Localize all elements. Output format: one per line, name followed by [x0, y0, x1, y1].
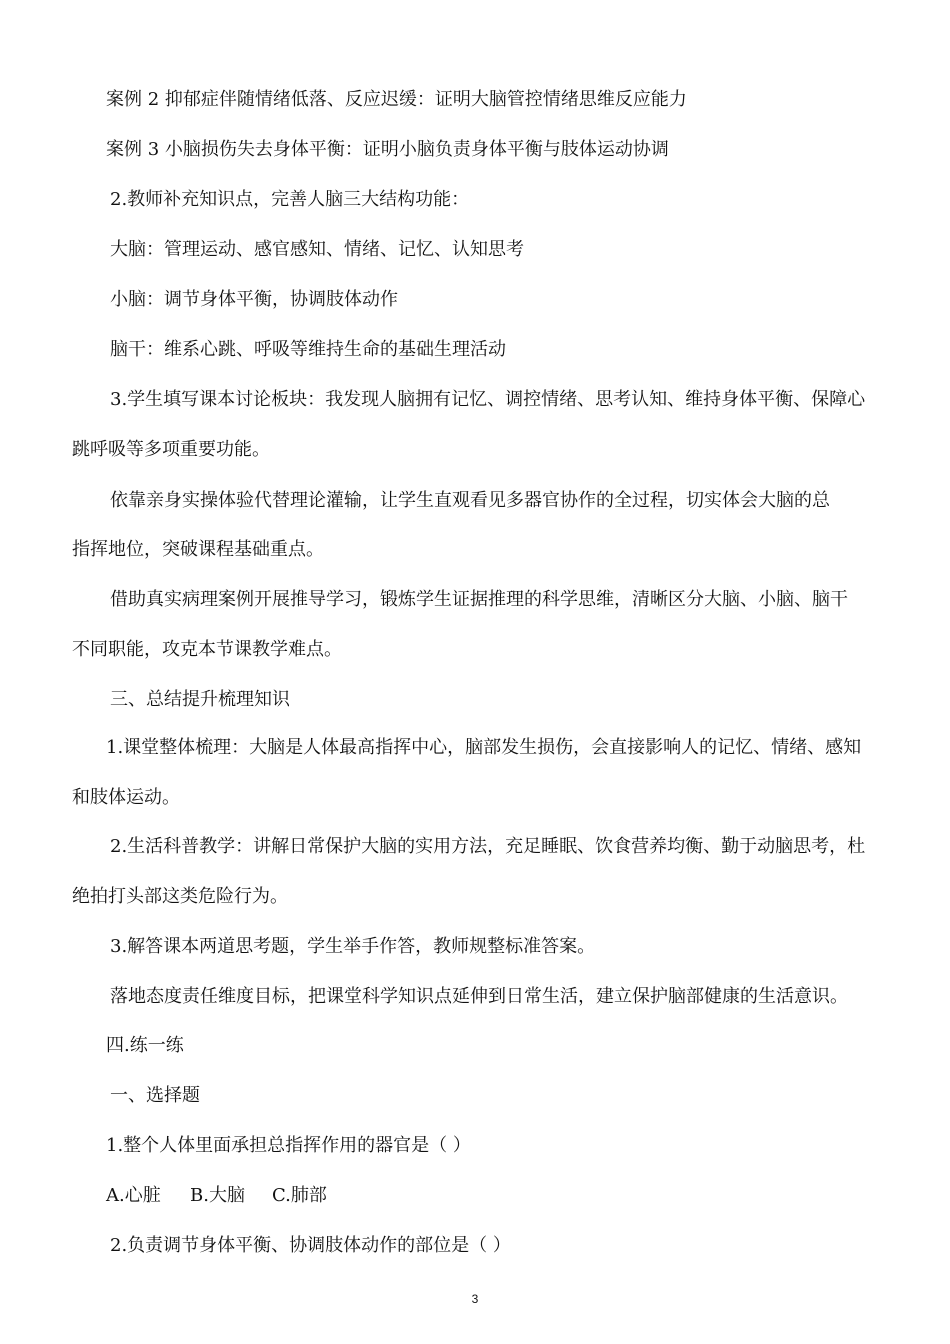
paragraph-line: 脑干：维系心跳、呼吸等维持生命的基础生理活动: [110, 339, 506, 360]
paragraph-line: 跳呼吸等多项重要功能。: [72, 439, 270, 460]
question-line: 1.整个人体里面承担总指挥作用的器官是（ ）: [106, 1135, 471, 1156]
option-a: A.心脏: [106, 1185, 161, 1206]
paragraph-line: 和肢体运动。: [72, 787, 180, 808]
paragraph-line: 案例 2 抑郁症伴随情绪低落、反应迟缓：证明大脑管控情绪思维反应能力: [106, 89, 687, 110]
paragraph-line: 大脑：管理运动、感官感知、情绪、记忆、认知思考: [110, 239, 524, 260]
paragraph-line: 小脑：调节身体平衡，协调肢体动作: [110, 289, 398, 310]
paragraph-line: 案例 3 小脑损伤失去身体平衡：证明小脑负责身体平衡与肢体运动协调: [106, 139, 669, 160]
section-heading: 四.练一练: [106, 1035, 184, 1056]
page-number: 3: [471, 1292, 479, 1306]
paragraph-line: 2.生活科普教学：讲解日常保护大脑的实用方法，充足睡眠、饮食营养均衡、勤于动脑思考，杜: [110, 836, 866, 857]
paragraph-line: 指挥地位，突破课程基础重点。: [72, 539, 324, 560]
section-heading: 三、总结提升梳理知识: [110, 689, 290, 710]
paragraph-line: 1.课堂整体梳理：大脑是人体最高指挥中心，脑部发生损伤，会直接影响人的记忆、情绪、感知: [106, 737, 862, 758]
option-b: B.大脑: [190, 1185, 245, 1206]
paragraph-line: 落地态度责任维度目标，把课堂科学知识点延伸到日常生活，建立保护脑部健康的生活意识。: [110, 986, 848, 1007]
paragraph-line: 绝拍打头部这类危险行为。: [72, 886, 288, 907]
answer-options: [106, 1184, 327, 1208]
paragraph-line: 2.教师补充知识点，完善人脑三大结构功能：: [110, 189, 470, 210]
paragraph-line: 不同职能，攻克本节课教学难点。: [72, 639, 342, 660]
paragraph-line: 3.学生填写课本讨论板块：我发现人脑拥有记忆、调控情绪、思考认知、维持身体平衡、保障心: [110, 389, 866, 410]
question-line: 2.负责调节身体平衡、协调肢体动作的部位是（ ）: [110, 1235, 511, 1256]
paragraph-line: 依靠亲身实操体验代替理论灌输，让学生直观看见多器官协作的全过程，切实体会大脑的总: [110, 490, 830, 511]
option-c: C.肺部: [272, 1185, 327, 1206]
section-heading: 一、选择题: [110, 1085, 200, 1106]
paragraph-line: 借助真实病理案例开展推导学习，锻炼学生证据推理的科学思维，清晰区分大脑、小脑、脑干: [110, 589, 848, 610]
paragraph-line: 3.解答课本两道思考题，学生举手作答，教师规整标准答案。: [110, 936, 596, 957]
